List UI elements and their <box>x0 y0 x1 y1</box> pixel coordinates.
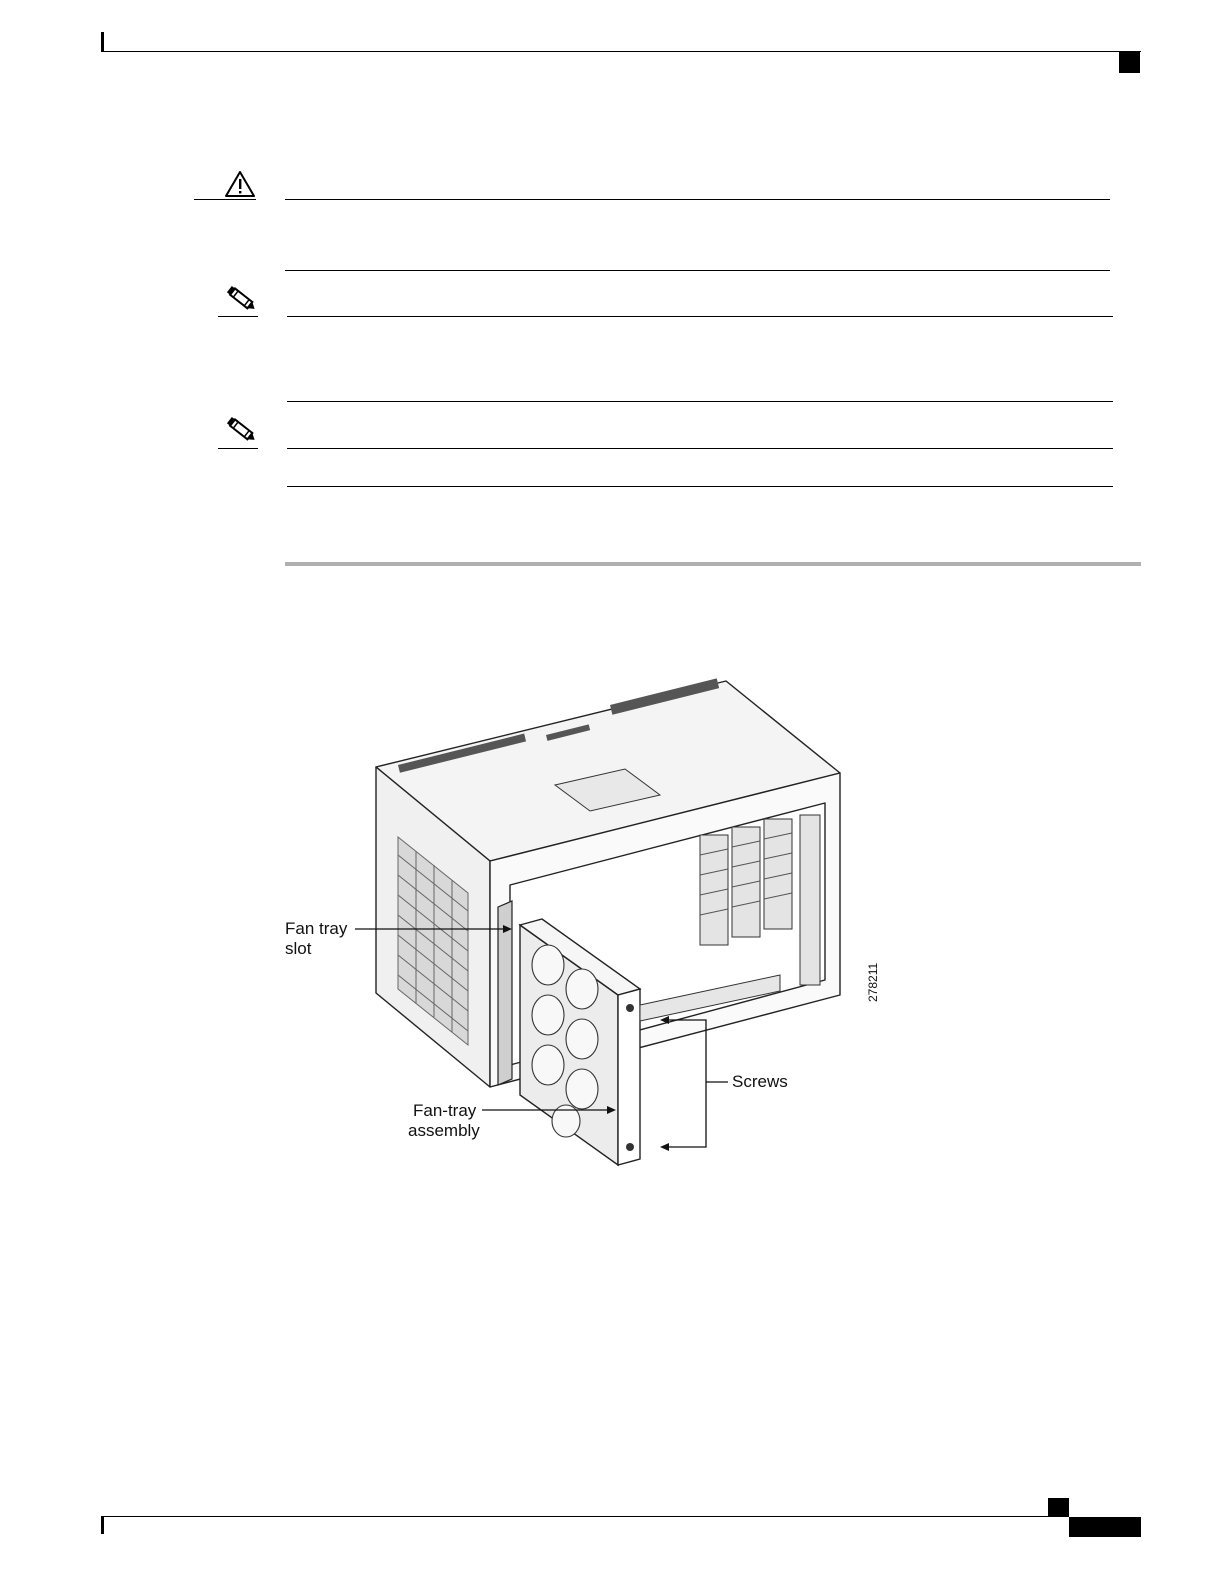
footer-left-bracket <box>101 1516 104 1534</box>
callout-fan-tray-slot-line1: Fan tray <box>285 919 348 938</box>
callout-fan-tray-assembly-line2: assembly <box>408 1121 480 1140</box>
figure-id: 278211 <box>866 962 880 1002</box>
footer-rule <box>101 1516 1069 1517</box>
callout-fan-tray-slot <box>285 919 347 959</box>
callout-screws: Screws <box>732 1072 788 1091</box>
callout-fan-tray-slot-line2: slot <box>285 939 312 958</box>
footer-page-tab <box>1069 1517 1141 1537</box>
footer-corner-marker <box>1048 1498 1069 1517</box>
callout-fan-tray-assembly <box>408 1101 480 1141</box>
callout-fan-tray-assembly-line1: Fan-tray <box>413 1101 477 1120</box>
